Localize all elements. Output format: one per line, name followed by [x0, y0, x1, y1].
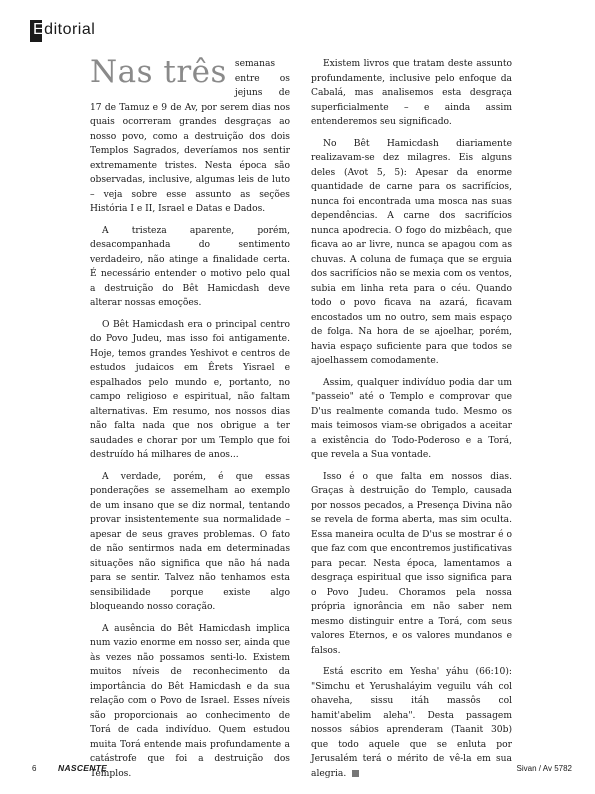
page-footer — [32, 762, 572, 776]
section-title-rest: ditorial — [44, 21, 96, 38]
article-paragraph: Isso é o que falta em nossos dias. Graças à destruição do Templo, causada por nossos pecados, a Presença Divina não se revela de forma aberta, mas sim oculta. Essa maneira oculta de D'us se mostrar é o que faz com que encontremos justificativas para pecar. Nesta época, lamentamos a desgraça espiritual que isso significa para o Povo Judeu. Choramos pela nossa própria ignorância em não saber nem mesmo distinguir entre a Torá, com seus valores Eternos, e os valores mundanos e falsos. — [311, 471, 512, 656]
article-column-right — [311, 57, 512, 788]
article-paragraph-text: semanas entre os jejuns de 17 de Tamuz e 9 de Av, por serem dias nos quais ocorreram grandes desgraças ao nosso povo, como a destruição dos dois Templos Sagrados, deveríamos nos sentir extremamente tristes. Nesta época são observadas, inclusive, algumas leis de luto – veja sobre esse assunto as seções História I e II, Israel e Datas e Dados. — [90, 59, 290, 214]
article-paragraph: A verdade, porém, é que essas ponderações se assemelham ao exemplo de um insano que se diz normal, tentando provar insistentemente sua normalidade – apesar de seus graves problemas. O fato de não sentirmos nada em determinadas situações não significa que não há nada para se sentir. Talvez não tenhamos esta sensibilidade porque existe algo bloqueando nosso coração. — [90, 471, 290, 612]
article-paragraph: Existem livros que tratam deste assunto profundamente, inclusive pelo enfoque da Cabalá, mas analisemos esta desgraça superficialmente – e ainda assim entenderemos seu significado. — [311, 59, 512, 127]
section-title-initial: E — [33, 21, 45, 38]
article-paragraph — [90, 54, 290, 217]
section-title — [33, 21, 95, 39]
page-number: 6 — [32, 764, 37, 773]
article-paragraph-text: Está escrito em Yesha' yáhu (66:10): "Simchu et Yerushaláyim veguilu váh col ohaveha, sissu itáh massôs col hamit'abelim aleha". Desta passagem nossos sábios aprenderam (Taanit 30b) que todo aquele que se enluta por Jerusalém terá o mérito de vê-la em sua alegria. — [311, 667, 512, 779]
article-lead-in: Nas três — [90, 54, 227, 90]
article-paragraph: A tristeza aparente, porém, desacompanhada do sentimento verdadeiro, não atinge a finalidade certa. É necessário entender o motivo pelo qual a destruição do Bêt Hamicdash deve alterar nossas emoções. — [90, 225, 290, 308]
article-paragraph: O Bêt Hamicdash era o principal centro do Povo Judeu, mas isso foi antigamente. Hoje, temos grandes Yeshivot e centros de estudos judaicos em Êrets Yisrael e espalhados pelo mundo e, portanto, no campo religioso e espiritual, não faltam alternativas. Em resumo, nos nossos dias não falta nada que nos obrigue a ter saudades e chorar por um Templo que foi destruído há milhares de anos... — [90, 319, 290, 460]
issue-date: Sivan / Av 5782 — [516, 764, 572, 773]
magazine-logo: NASCENTE — [58, 763, 108, 773]
article-paragraph: A ausência do Bêt Hamicdash implica num vazio enorme em nosso ser, ainda que às vezes não possamos senti-lo. Existem muitos níveis de reconhecimento da importância do Bêt Hamicdash e da sua relação com o Povo de Israel. Esses níveis são proporcionais ao conhecimento de Torá de cada indivíduo. Quem estudou muita Torá entende mais profundamente a catástrofe que foi a destruição dos Templos. — [90, 623, 290, 779]
article-paragraph: No Bêt Hamicdash diariamente realizavam-se dez milagres. Eis alguns deles (Avot 5, 5): Apesar da enorme quantidade de carne para os sacrifícios, nunca foi encontrada uma mosca nas suas dependências. A carne dos sacrifícios nunca apodrecia. O fogo do mizbêach, que ficava ao ar livre, nunca se apagou com as chuvas. A coluna de fumaça que se erguia dos sacrifícios não se mexia com os ventos, subia em linha reta para o céu. Quando todo o povo ficava na azará, ficavam encostados um no outro, sem mais espaço de folga. Na hora de se ajoelhar, porém, havia espaço suficiente para que todos se ajoelhassem comodamente. — [311, 138, 512, 366]
article-column-left — [90, 54, 290, 788]
article-paragraph: Assim, qualquer indivíduo podia dar um "passeio" até o Templo e comprovar que D'us realmente comanda tudo. Mesmo os mais teimosos viam-se obrigados a aceitar a existência do Todo-Poderoso e a Torá, que revela a Sua vontade. — [311, 377, 512, 460]
